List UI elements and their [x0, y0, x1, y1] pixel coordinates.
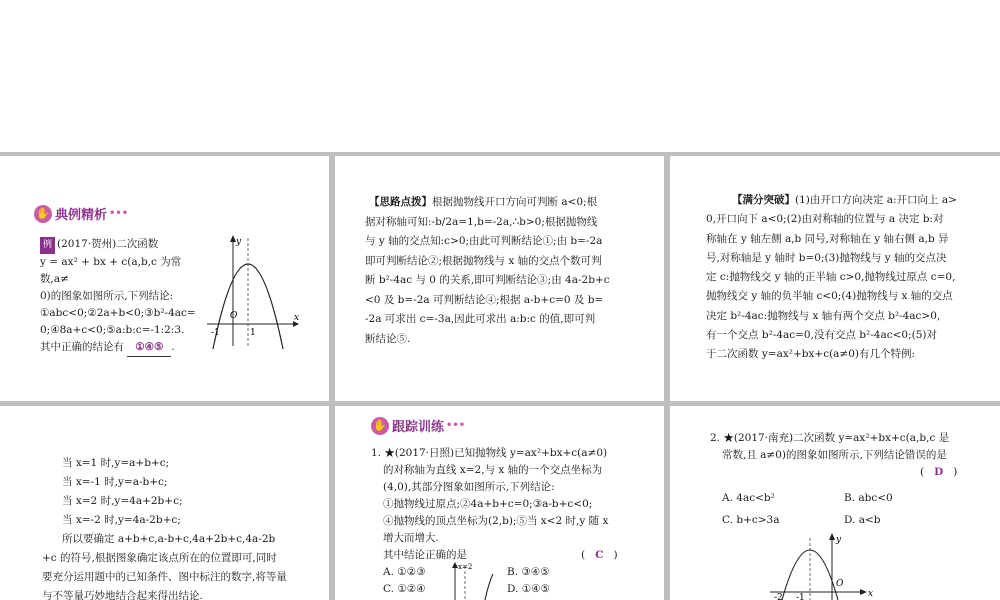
answer-blank: ①④⑤ — [127, 339, 171, 357]
q2-origin-label: O — [836, 579, 844, 589]
q2-answer: D — [934, 466, 944, 478]
problem-line-5: 0;④8a+c<0;⑤a:b:c=-1:2:3. — [40, 324, 185, 336]
case-line-7: 要充分运用题中的已知条件、图中标注的数字,将等量 — [42, 571, 287, 583]
q1-line-3: (4,0),其部分图象如图所示,下列结论: — [383, 481, 555, 493]
heading-label: 典例精析 — [55, 208, 108, 223]
q1-option-a: A. ①②③ — [383, 566, 426, 578]
q1-line-4: ①抛物线过原点;②4a+b+c=0;③a-b+c<0; — [383, 498, 593, 510]
q2-graph — [770, 530, 880, 600]
case-line-8: 与不等量巧妙地结合起来得出结论. — [42, 590, 203, 600]
hint-text — [365, 193, 655, 349]
q1-line-6: 增大而增大. — [383, 532, 439, 544]
hand-badge-icon: ✋ — [34, 205, 52, 223]
hint-line-6: <0 及 b=-2a 可判断结论④;根据 a-b+c=0 及 b= — [365, 293, 604, 306]
q1-option-d: D. ①④⑤ — [507, 583, 550, 595]
q1-line-7: 其中结论正确的是 ( C ) — [383, 549, 618, 561]
y-axis-label: y — [236, 237, 242, 247]
tip-line-2: 0,开口向下 a<0;(2)由对称轴的位置与 a 决定 b:对 — [706, 213, 944, 226]
hint-panel — [335, 156, 664, 401]
tip-line-1: 【满分突破】(1)由开口方向决定 a:开口向上 a> — [732, 194, 957, 206]
origin-label: O — [230, 311, 238, 321]
question-1-text — [371, 445, 661, 564]
hand-badge-icon: ✋ — [371, 417, 389, 435]
question-2-text — [710, 430, 995, 481]
blank-top-area — [0, 0, 1000, 152]
tip-line-4: 号,对称轴是 y 轴时 b=0;(3)抛物线与 y 轴的交点决 — [706, 251, 947, 264]
problem-line-4: ①abc<0;②2a+b<0;③b²-4ac= — [40, 307, 196, 319]
problem-line-1: 例 (2017·贺州)二次函数 — [40, 236, 200, 254]
q1-option-c: C. ①②④ — [383, 583, 426, 595]
x-axis-label: x — [294, 313, 300, 323]
q2-line-2: 常数,且 a≠0)的图象如图所示,下列结论错误的是 — [722, 449, 947, 461]
tip-line-8: 有一个交点 b²-4ac=0,没有交点 b²-4ac<0;(5)对 — [706, 329, 937, 342]
tip-line-5: 定 c:抛物线交 y 轴的正半轴 c>0,抛物线过原点 c=0, — [706, 271, 956, 284]
case-line-2: 当 x=-1 时,y=a-b+c; — [62, 476, 168, 488]
q2-y-label: y — [836, 535, 842, 545]
dots-decoration-icon: ••• — [109, 208, 129, 219]
q2-option-b: B. abc<0 — [844, 492, 893, 504]
special-cases-panel — [0, 406, 329, 600]
breakthrough-panel — [670, 156, 1000, 401]
tip-label: 【满分突破】 — [732, 194, 795, 206]
q2-option-a: A. 4ac<b² — [722, 492, 775, 504]
q2-line-1: 2. ★(2017·南充)二次函数 y=ax²+bx+c(a,b,c 是 — [710, 432, 950, 444]
q1-graph — [447, 560, 502, 600]
dots-decoration-icon: ••• — [446, 420, 466, 431]
practice-heading — [371, 416, 465, 435]
case-line-5: 所以要确定 a+b+c,a-b+c,4a+2b+c,4a-2b — [62, 533, 276, 545]
hint-line-8: 断结论⑤. — [365, 332, 411, 345]
tip-line-7: 决定 b²-4ac:抛物线与 x 轴有两个交点 b²-4ac>0, — [706, 309, 941, 322]
practice-heading-label: 跟踪训练 — [392, 420, 445, 435]
tick-neg-label: -1 — [211, 328, 220, 338]
example-tag: 例 — [40, 237, 55, 254]
tip-line-3: 称轴在 y 轴左侧 a,b 同号,对称轴在 y 轴右侧 a,b 异 — [706, 232, 949, 245]
problem-line-3: 0)的图象如图所示,下列结论: — [40, 290, 174, 302]
hint-label: 【思路点拨】 — [369, 196, 432, 208]
q2-answer-line: ( D ) — [920, 466, 958, 478]
hint-line-4: 即可判断结论②;根据抛物线与 x 轴的交点个数可判 — [365, 254, 602, 267]
tip-line-9: 于二次函数 y=ax²+bx+c(a≠0)有几个特例: — [706, 348, 916, 361]
hint-line-5: 断 b²-4ac 与 0 的关系,即可判断结论③;由 4a-2b+c — [365, 274, 610, 286]
special-cases-text — [42, 454, 327, 600]
tick-pos-label: 1 — [250, 328, 256, 338]
breakthrough-text — [706, 191, 994, 365]
hint-line-1: 【思路点拨】根据抛物线开口方向可判断 a<0;根 — [369, 196, 598, 208]
tip-line-6: 抛物线交 y 轴的负半轴 c<0;(4)抛物线与 x 轴的交点 — [706, 290, 953, 303]
q1-line-2: 的对称轴为直线 x=2,与 x 轴的一个交点坐标为 — [383, 464, 603, 476]
hint-line-7: -2a 可求出 c=-3a,因此可求出 a:b:c 的值,即可判 — [365, 313, 596, 325]
q2-option-c: C. b+c>3a — [722, 514, 780, 526]
case-line-3: 当 x=2 时,y=4a+2b+c; — [62, 495, 183, 507]
q2-tick-a: -2 — [774, 593, 783, 600]
question-2-panel — [670, 406, 1000, 600]
q2-tick-b: -1 — [796, 593, 805, 600]
q1-answer: C — [595, 549, 604, 561]
hint-line-2: 据对称轴可知:-b/2a=1,b=-2a,∴b>0;根据抛物线 — [365, 215, 598, 228]
q2-x-label: x — [868, 589, 874, 599]
q1-line-1: 1. ★(2017·日照)已知抛物线 y=ax²+bx+c(a≠0) — [371, 447, 608, 459]
parabola-graph — [205, 234, 300, 349]
q2-option-d: D. a<b — [844, 514, 881, 526]
problem-text — [40, 236, 200, 357]
case-line-4: 当 x=-2 时,y=4a-2b+c; — [62, 514, 181, 526]
section-heading — [34, 204, 128, 223]
case-line-1: 当 x=1 时,y=a+b+c; — [62, 457, 170, 469]
q1-option-b: B. ③④⑤ — [507, 566, 550, 578]
hint-line-3: 与 y 轴的交点知:c>0;由此可判断结论①;由 b=-2a — [365, 235, 603, 247]
example-panel — [0, 156, 329, 401]
problem-line-6: 其中正确的结论有 ①④⑤ . — [40, 339, 200, 357]
q1-line-5: ④抛物线的顶点坐标为(2,b);⑤当 x<2 时,y 随 x — [383, 515, 609, 527]
case-line-6: +c 的符号,根据图象确定该点所在的位置即可,同时 — [42, 552, 277, 564]
practice-panel — [335, 406, 664, 600]
axis-of-symmetry-label: x=2 — [458, 563, 473, 571]
problem-line-2: y = ax² + bx + c(a,b,c 为常数,a≠ — [40, 256, 182, 285]
